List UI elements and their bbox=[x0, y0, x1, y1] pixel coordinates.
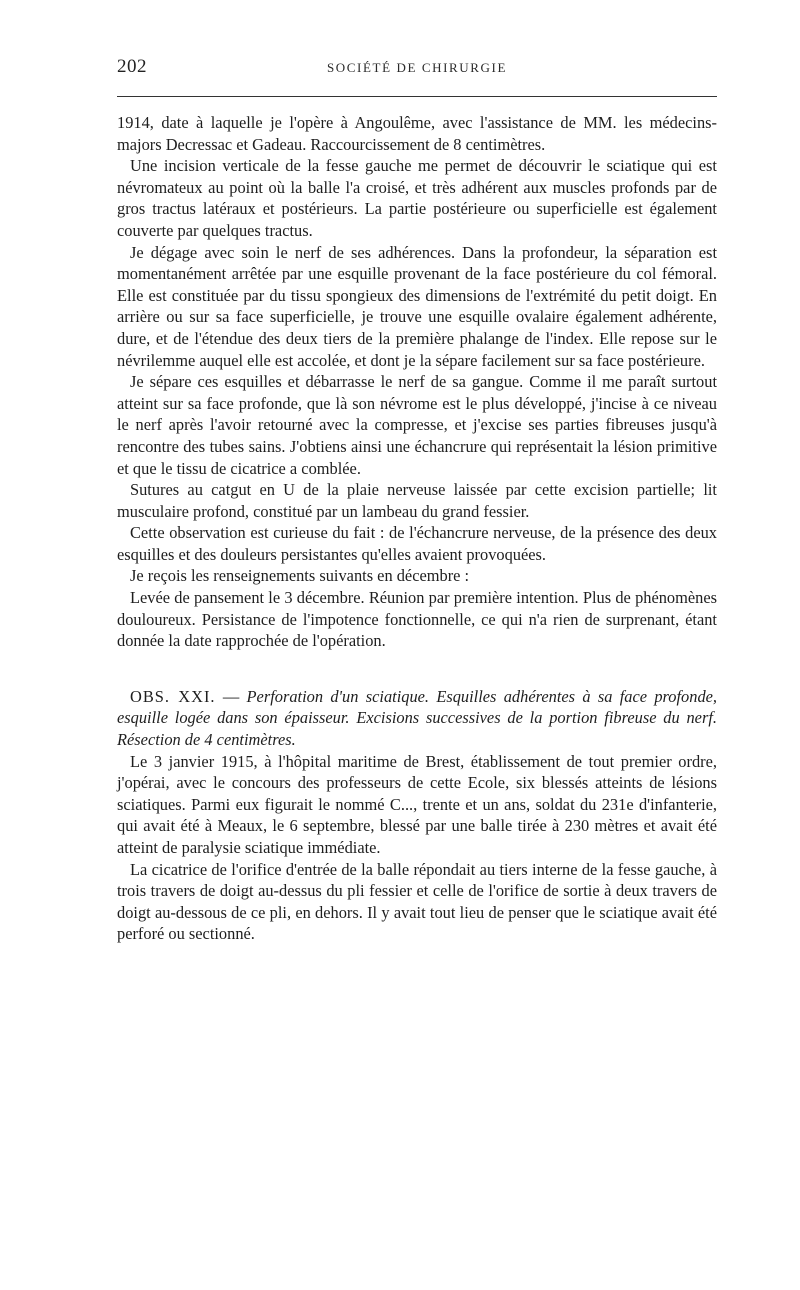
paragraph: Je dégage avec soin le nerf de ses adhérences. Dans la profondeur, la séparation est momentanément arrêtée par une esquille provenant de la face postérieure du col fémoral. Elle est constituée par du tissu spongieux des dimensions de l'extrémité du petit doigt. En arrière ou sur sa face superficielle, je trouve une esquille ovalaire également adhérente, dure, et de l'étendue des deux tiers de la première phalange de l'index. Elle repose sur le névrilemme auquel elle est accolée, et dont je la sépare facilement sur sa face postérieure. bbox=[117, 242, 717, 370]
paragraph: Sutures au catgut en U de la plaie nerveuse laissée par cette excision partielle; lit musculaire profond, constitué par un lambeau du grand fessier. bbox=[117, 480, 717, 521]
paragraph: 1914, date à laquelle je l'opère à Angoulême, avec l'assistance de MM. les médecins-majors Decressac et Gadeau. Raccourcissement de 8 centimètres. bbox=[117, 113, 717, 154]
body-text bbox=[117, 112, 717, 945]
observation-title: Perforation d'un sciatique. Esquilles adhérentes à sa face profonde, esquille logée dans son épaisseur. Excisions successives de la portion fibreuse du nerf. Résection de 4 centimètres. bbox=[117, 686, 718, 750]
paragraph: Je sépare ces esquilles et débarrasse le nerf de sa gangue. Comme il me paraît surtout atteint sur sa face profonde, que là son névrome est le plus développé, j'incise à ce niveau le nerf après l'avoir retourné avec la compresse, et j'excise ses parties fibreuses jusqu'à rencontre des tubes sains. J'obtiens ainsi une échancrure qui représentait la lésion primitive et que le tissu de cicatrice a comblée. bbox=[117, 372, 717, 478]
paragraph: Le 3 janvier 1915, à l'hôpital maritime de Brest, établissement de tout premier ordre, j'opérai, avec le concours des professeurs de cette Ecole, six blessés atteints de lésions sciatiques. Parmi eux figurait le nommé C..., trente et un ans, soldat du 231e d'infanterie, qui avait été à Meaux, le 6 septembre, blessé par une balle tirée à 230 mètres et avait été atteint de paralysie sciatique immédiate. bbox=[117, 751, 717, 857]
observation-heading bbox=[117, 686, 717, 751]
observation-dash: — bbox=[215, 686, 247, 706]
paragraph: Cette observation est curieuse du fait : de l'échancrure nerveuse, de la présence des deux esquilles et des douleurs persistantes qu'elles avaient provoquées. bbox=[117, 523, 717, 564]
paragraph: La cicatrice de l'orifice d'entrée de la balle répondait au tiers interne de la fesse gauche, à trois travers de doigt au-dessus du pli fessier et celle de l'orifice de sortie à deux travers de doigt au-dessous de ce pli, en dehors. Il y avait tout lieu de penser que le sciatique avait été perforé ou sectionné. bbox=[117, 859, 717, 944]
header-rule bbox=[117, 96, 717, 97]
observation-number: OBS. XXI. bbox=[130, 686, 216, 706]
running-title: SOCIÉTÉ DE CHIRURGIE bbox=[326, 60, 508, 75]
paragraph: Une incision verticale de la fesse gauche me permet de découvrir le sciatique qui est névromateux au point où la balle l'a croisé, et très adhérent aux muscles profonds par de gros tractus latéraux et postérieurs. La partie postérieure ou superficielle est également couverte par quelques tractus. bbox=[117, 156, 717, 240]
running-head bbox=[117, 56, 717, 86]
page-number: 202 bbox=[117, 56, 147, 77]
paragraph: Levée de pansement le 3 décembre. Réunion par première intention. Plus de phénomènes douloureux. Persistance de l'impotence fonctionnelle, ce qui n'a rien de surprenant, étant donnée la date rapprochée de l'opération. bbox=[117, 588, 717, 651]
paragraph: Je reçois les renseignements suivants en décembre : bbox=[130, 566, 470, 586]
